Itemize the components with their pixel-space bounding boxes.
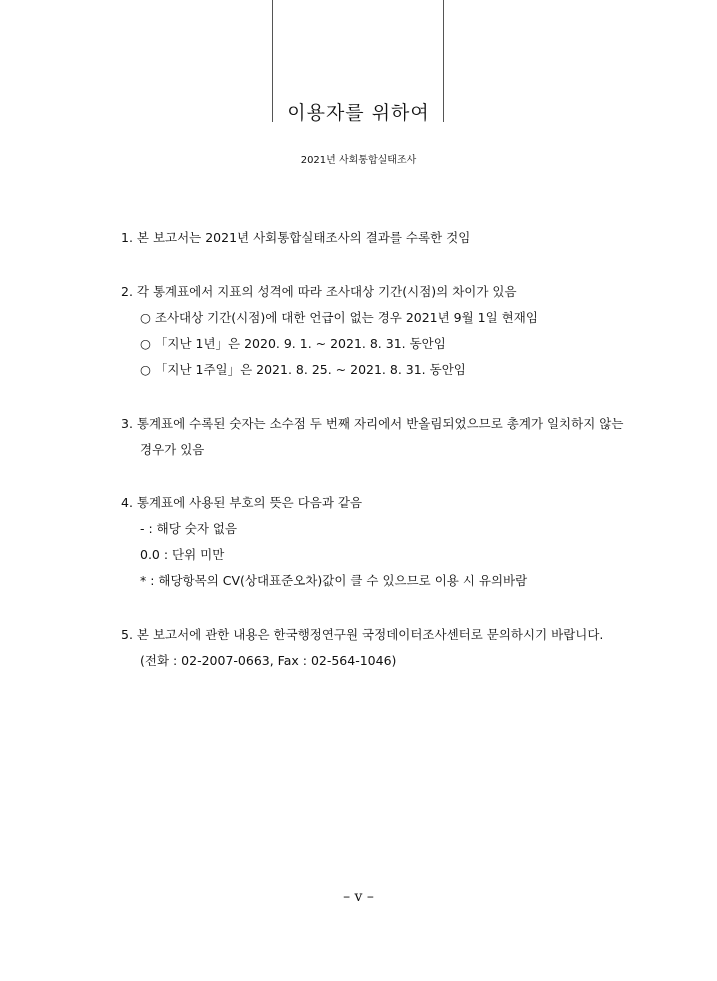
note-4-sub-2: 0.0 : 단위 미만 [140, 547, 225, 562]
note-4-sub-1: - : 해당 숫자 없음 [140, 521, 238, 536]
note-4: 4. 통계표에 사용된 부호의 뜻은 다음과 같음 [121, 495, 363, 510]
page-subtitle: 2021년 사회통합실태조사 [300, 155, 417, 166]
note-2-sub-2: ○ 「지난 1년」은 2020. 9. 1. ~ 2021. 8. 31. 동안임 [140, 336, 446, 351]
note-1: 1. 본 보고서는 2021년 사회통합실태조사의 결과를 수록한 것임 [121, 230, 471, 245]
note-3: 3. 통계표에 수록된 숫자는 소수점 두 번째 자리에서 반올림되었으므로 총계가 일치하지 않는 [121, 416, 624, 431]
note-2-sub-1: ○ 조사대상 기간(시점)에 대한 언급이 없는 경우 2021년 9월 1일 현재임 [140, 310, 538, 325]
note-5-sub-1: (전화 : 02-2007-0663, Fax : 02-564-1046) [140, 653, 397, 668]
page-number: – v – [343, 889, 374, 905]
note-4-sub-3: * : 해당항목의 CV(상대표준오차)값이 클 수 있으므로 이용 시 유의바람 [140, 573, 528, 588]
note-2: 2. 각 통계표에서 지표의 성격에 따라 조사대상 기간(시점)의 차이가 있음 [121, 284, 517, 299]
note-3-sub-1: 경우가 있음 [140, 442, 205, 457]
note-5: 5. 본 보고서에 관한 내용은 한국행정연구원 국정데이터조사센터로 문의하시기 바랍니다. [121, 627, 604, 642]
note-2-sub-3: ○ 「지난 1주일」은 2021. 8. 25. ~ 2021. 8. 31. 동안임 [140, 362, 466, 377]
page-title: 이용자를 위하여 [287, 102, 430, 124]
